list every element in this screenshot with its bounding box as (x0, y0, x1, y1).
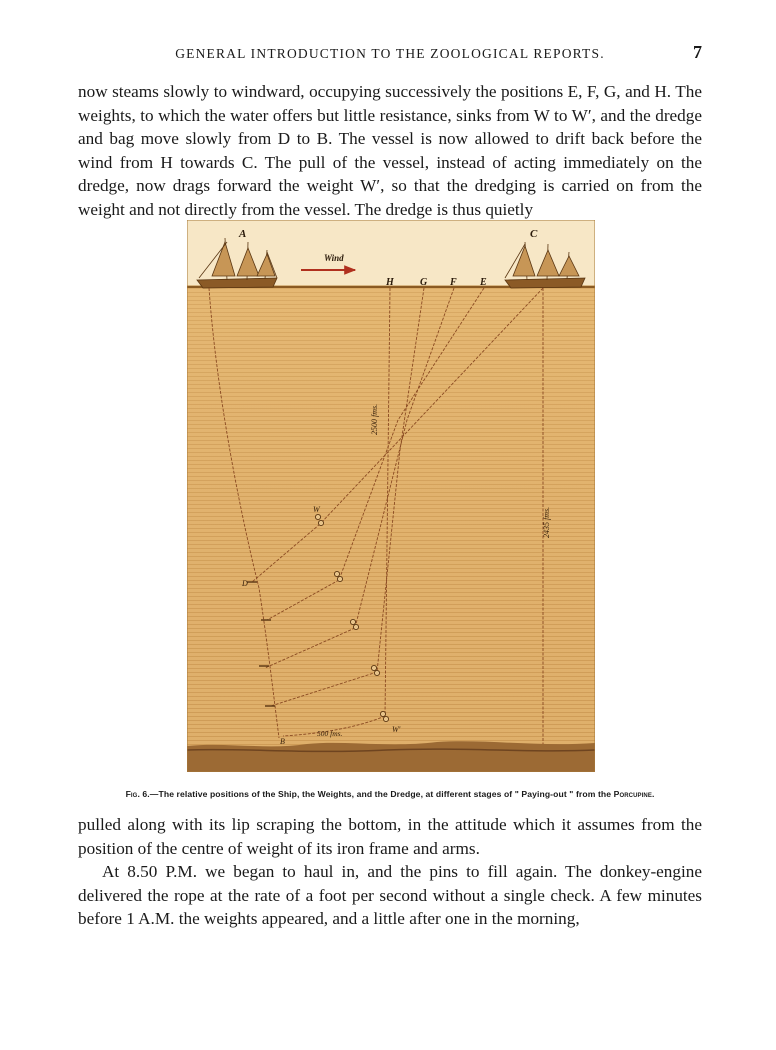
label-pos-h: H (386, 277, 394, 288)
label-weight-w-prime: W′ (392, 725, 401, 734)
label-depth-2435: 2435 fms. (542, 506, 551, 538)
label-dredge-d: D (242, 579, 248, 588)
figure-caption (88, 789, 692, 799)
label-depth-2500: 2500 fms. (370, 403, 379, 435)
running-title: GENERAL INTRODUCTION TO THE ZOOLOGICAL REPORTS. (175, 46, 605, 61)
label-depth-500: 500 fms. (317, 729, 343, 738)
label-weight-w: W (313, 505, 320, 514)
page-number: 7 (693, 42, 702, 62)
label-pos-g: G (420, 277, 428, 288)
label-pos-f: F (450, 277, 457, 288)
label-ship-a: A (239, 228, 247, 240)
body-text-para1: pulled along with its lip scraping the bottom, in the attitude which it assumes from the position of the centre of weight of its iron frame and arms. (78, 815, 702, 858)
running-head (78, 44, 702, 66)
body-text-top: now steams slowly to windward, occupying successively the positions E, F, G, and H. The weights, to which the water offers but little resistance, sinks from W to W′, and the dredge and bag move slowly from D to B. The vessel is now allowed to drift back before the wind from H towards C. The pull of the vessel, instead of acting immediately on the dredge, now drags forward the weight W′, so that the dredging is carried on from the weight and not directly from the vessel. The dredge is thus quietly (78, 82, 702, 219)
caption-text: —The relative positions of the Ship, the Weights, and the Dredge, at different stages of " Paying-out " from the (149, 789, 612, 799)
label-pos-e: E (480, 277, 487, 288)
body-text-para2: At 8.50 P.M. we began to haul in, and the pins to fill again. The donkey-engine delivered the rope at the rate of a foot per second without a single check. A few minutes before 1 A.M. the weights appeared, and a little after one in the morning, (78, 862, 702, 928)
caption-fig-label: Fig. 6. (125, 789, 150, 799)
label-ship-c: C (530, 228, 538, 240)
label-dredge-b: B (280, 737, 285, 746)
figure-dredging-diagram (187, 220, 595, 772)
body-paragraph-top (78, 80, 702, 221)
body-paragraph-bottom (78, 813, 702, 931)
sea-bottom (187, 741, 595, 772)
caption-ship-name: Porcupine. (613, 789, 655, 799)
label-wind: Wind (324, 253, 344, 263)
